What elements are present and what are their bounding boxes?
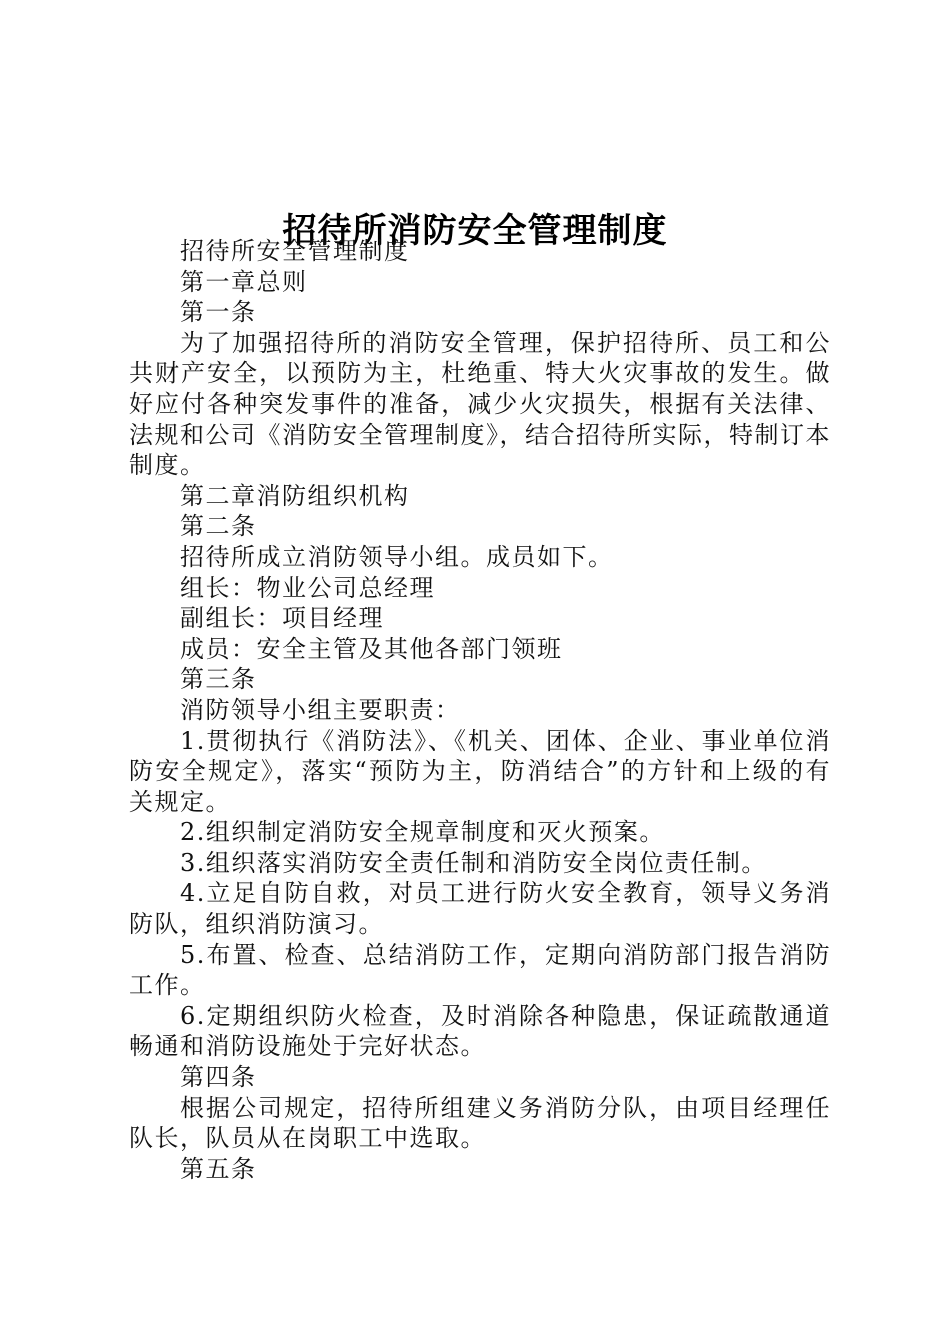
paragraph: 第四条 [180,1063,257,1092]
paragraph: 招待所安全管理制度 [180,237,410,265]
paragraph: 4.立足自防自救，对员工进行防火安全教育，领导义务消防队，组织消防演习。 [129,879,831,939]
paragraph: 第二章消防组织机构 [180,481,410,510]
paragraph: 5.布置、检查、总结消防工作，定期向消防部门报告消防工作。 [129,940,831,1000]
paragraph: 第二条 [180,512,257,541]
paragraph: 1.贯彻执行《消防法》、《机关、团体、企业、事业单位消防安全规定》，落实“预防为主，防消结合”的方针和上级的有关规定。 [129,726,831,816]
paragraph: 6.定期组织防火检查，及时消除各种隐患，保证疏散通道畅通和消防设施处于完好状态。 [129,1001,831,1061]
paragraph: 为了加强招待所的消防安全管理，保护招待所、员工和公共财产安全，以预防为主，杜绝重、特大火灾事故的发生。做好应付各种突发事件的准备，减少火灾损失，根据有关法律、法规和公司《消防安全管理制度》，结合招待所实际，特制订本制度。 [129,328,831,480]
paragraph: 2.组织制定消防安全规章制度和灭火预案。 [180,818,665,847]
paragraph: 消防领导小组主要职责： [180,695,461,724]
paragraph: 第五条 [180,1154,257,1183]
document-title: 招待所消防安全管理制度 [282,210,668,251]
paragraph: 成员：安全主管及其他各部门领班 [180,634,563,663]
paragraph: 副组长：项目经理 [180,604,384,633]
paragraph: 根据公司规定，招待所组建义务消防分队，由项目经理任队长，队员从在岗职工中选取。 [129,1093,831,1153]
paragraph: 3.组织落实消防安全责任制和消防安全岗位责任制。 [180,848,767,877]
paragraph: 招待所成立消防领导小组。成员如下。 [180,542,614,571]
paragraph: 组长：物业公司总经理 [180,573,435,602]
document-body [129,236,831,1184]
paragraph: 第三条 [180,665,257,694]
paragraph: 第一章总则 [180,267,308,296]
paragraph: 第一条 [180,298,257,327]
